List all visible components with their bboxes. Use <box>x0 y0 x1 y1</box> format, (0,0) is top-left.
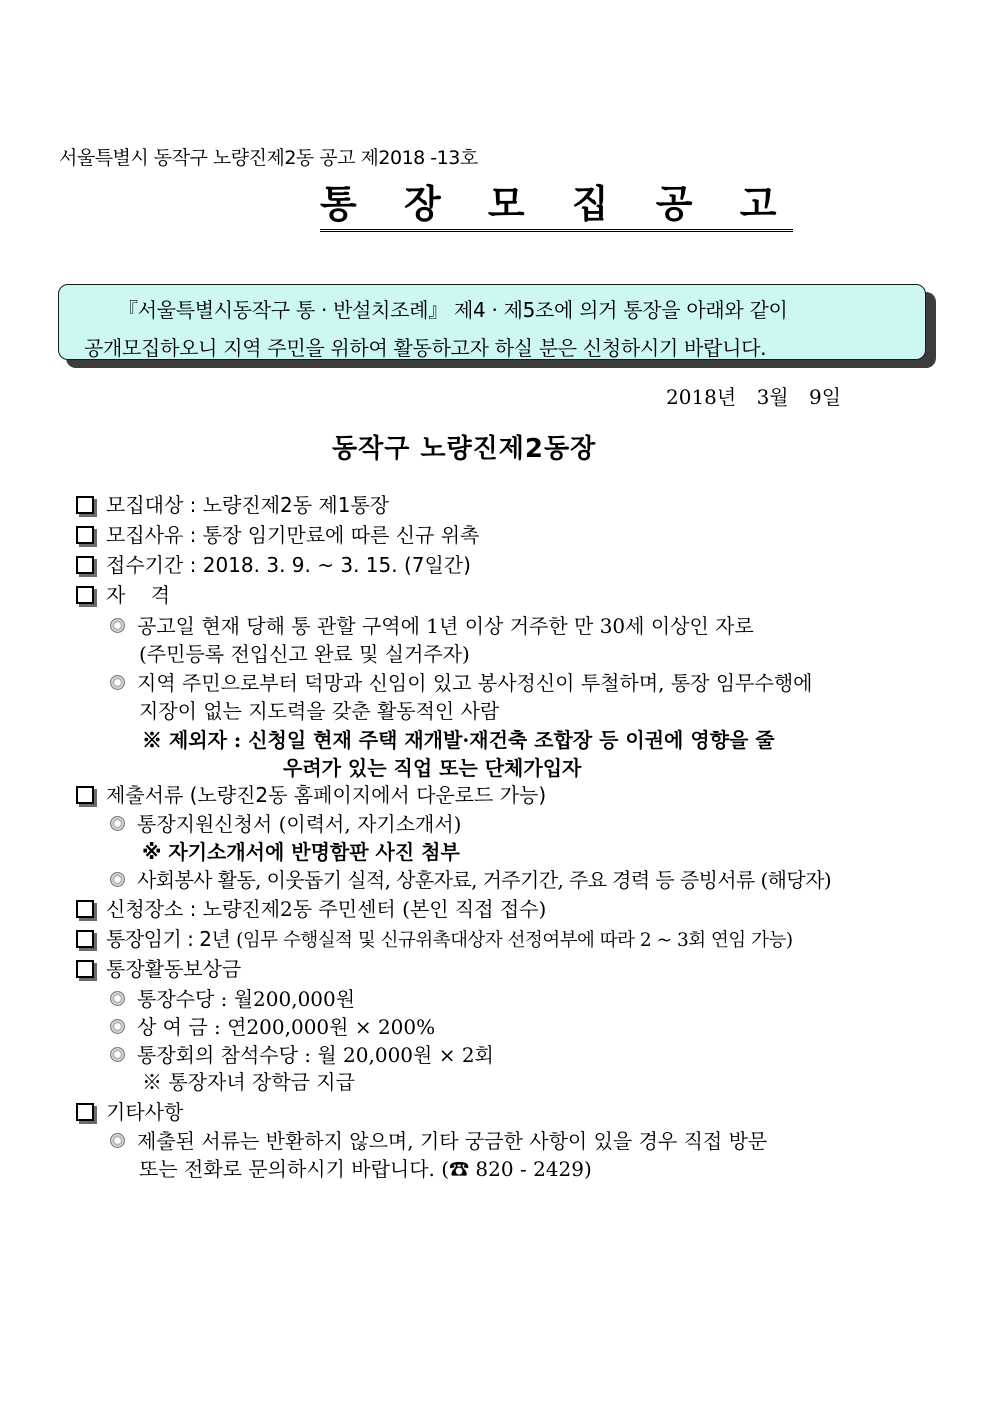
organization-name: 동작구 노량진제2동장 <box>332 434 597 464</box>
intro-line-1: 『서울특별시동작구 통 · 반설치조례』 제4 · 제5조에 의거 통장을 아래와 같이 <box>118 298 788 322</box>
circle-bullet-icon <box>110 1047 125 1062</box>
section-period: 접수기간 : 2018. 3. 9. ~ 3. 15. (7일간) <box>76 551 471 579</box>
document-item-1-note: ※ 자기소개서에 반명함판 사진 첨부 <box>142 840 460 864</box>
qualification-item-1-cont: (주민등록 전입신고 완료 및 실거주자) <box>139 642 470 666</box>
section-reason: 모집사유 : 통장 임기만료에 따른 신규 위촉 <box>76 521 479 549</box>
compensation-item-1: 통장수당 : 월200,000원 <box>110 985 355 1013</box>
notice-number: 서울특별시 동작구 노량진제2동 공고 제2018 -13호 <box>59 147 478 169</box>
notice-date: 2018년 3월 9일 <box>666 385 842 409</box>
qualification-item-1: 공고일 현재 당해 통 관할 구역에 1년 이상 거주한 만 30세 이상인 자로 <box>110 612 754 640</box>
circle-bullet-icon <box>110 816 125 831</box>
document-item-1: 통장지원신청서 (이력서, 자기소개서) <box>110 810 461 838</box>
other-item-cont: 또는 전화로 문의하시기 바랍니다. (☎ 820 - 2429) <box>139 1157 592 1181</box>
circle-bullet-icon <box>110 1133 125 1148</box>
checkbox-icon <box>76 960 94 978</box>
qualification-item-2: 지역 주민으로부터 덕망과 신임이 있고 봉사정신이 투철하며, 통장 임무수행에 <box>110 669 812 697</box>
checkbox-icon <box>76 786 94 804</box>
compensation-item-2: 상 여 금 : 연200,000원 × 200% <box>110 1013 435 1041</box>
checkbox-icon <box>76 900 94 918</box>
circle-bullet-icon <box>110 618 125 633</box>
other-item: 제출된 서류는 반환하지 않으며, 기타 궁금한 사항이 있을 경우 직접 방문 <box>110 1127 767 1155</box>
qualification-item-2-cont: 지장이 없는 지도력을 갖춘 활동적인 사람 <box>139 699 500 723</box>
checkbox-icon <box>76 1103 94 1121</box>
checkbox-icon <box>76 496 94 514</box>
circle-bullet-icon <box>110 675 125 690</box>
intro-line-2: 공개모집하오니 지역 주민을 위하여 활동하고자 하실 분은 신청하시기 바랍니다. <box>84 336 767 360</box>
section-documents: 제출서류 (노량진2동 홈페이지에서 다운로드 가능) <box>76 781 546 809</box>
compensation-item-3: 통장회의 참석수당 : 월 20,000원 × 2회 <box>110 1041 494 1069</box>
section-target: 모집대상 : 노량진제2동 제1통장 <box>76 491 389 519</box>
checkbox-icon <box>76 930 94 948</box>
exclusion-note-cont: 우려가 있는 직업 또는 단체가입자 <box>283 756 582 780</box>
checkbox-icon <box>76 556 94 574</box>
section-term: 통장임기 : 2년 (임무 수행실적 및 신규위촉대상자 선정여부에 따라 2 ~ 3회 연임 가능) <box>76 925 793 955</box>
compensation-note: ※ 통장자녀 장학금 지급 <box>142 1070 355 1094</box>
circle-bullet-icon <box>110 1019 125 1034</box>
exclusion-note: ※ 제외자 : 신청일 현재 주택 재개발·재건축 조합장 등 이권에 영향을 줄 <box>142 728 775 752</box>
circle-bullet-icon <box>110 991 125 1006</box>
page-title: 통 장 모 집 공 고 <box>320 181 793 232</box>
section-other: 기타사항 <box>76 1098 183 1126</box>
checkbox-icon <box>76 526 94 544</box>
section-compensation: 통장활동보상금 <box>76 955 241 983</box>
checkbox-icon <box>76 586 94 604</box>
circle-bullet-icon <box>110 872 125 887</box>
section-place: 신청장소 : 노량진제2동 주민센터 (본인 직접 접수) <box>76 895 546 923</box>
document-item-2: 사회봉사 활동, 이웃돕기 실적, 상훈자료, 거주기간, 주요 경력 등 증빙서류 (해당자) <box>110 866 831 894</box>
section-qualification: 자 격 <box>76 581 170 609</box>
